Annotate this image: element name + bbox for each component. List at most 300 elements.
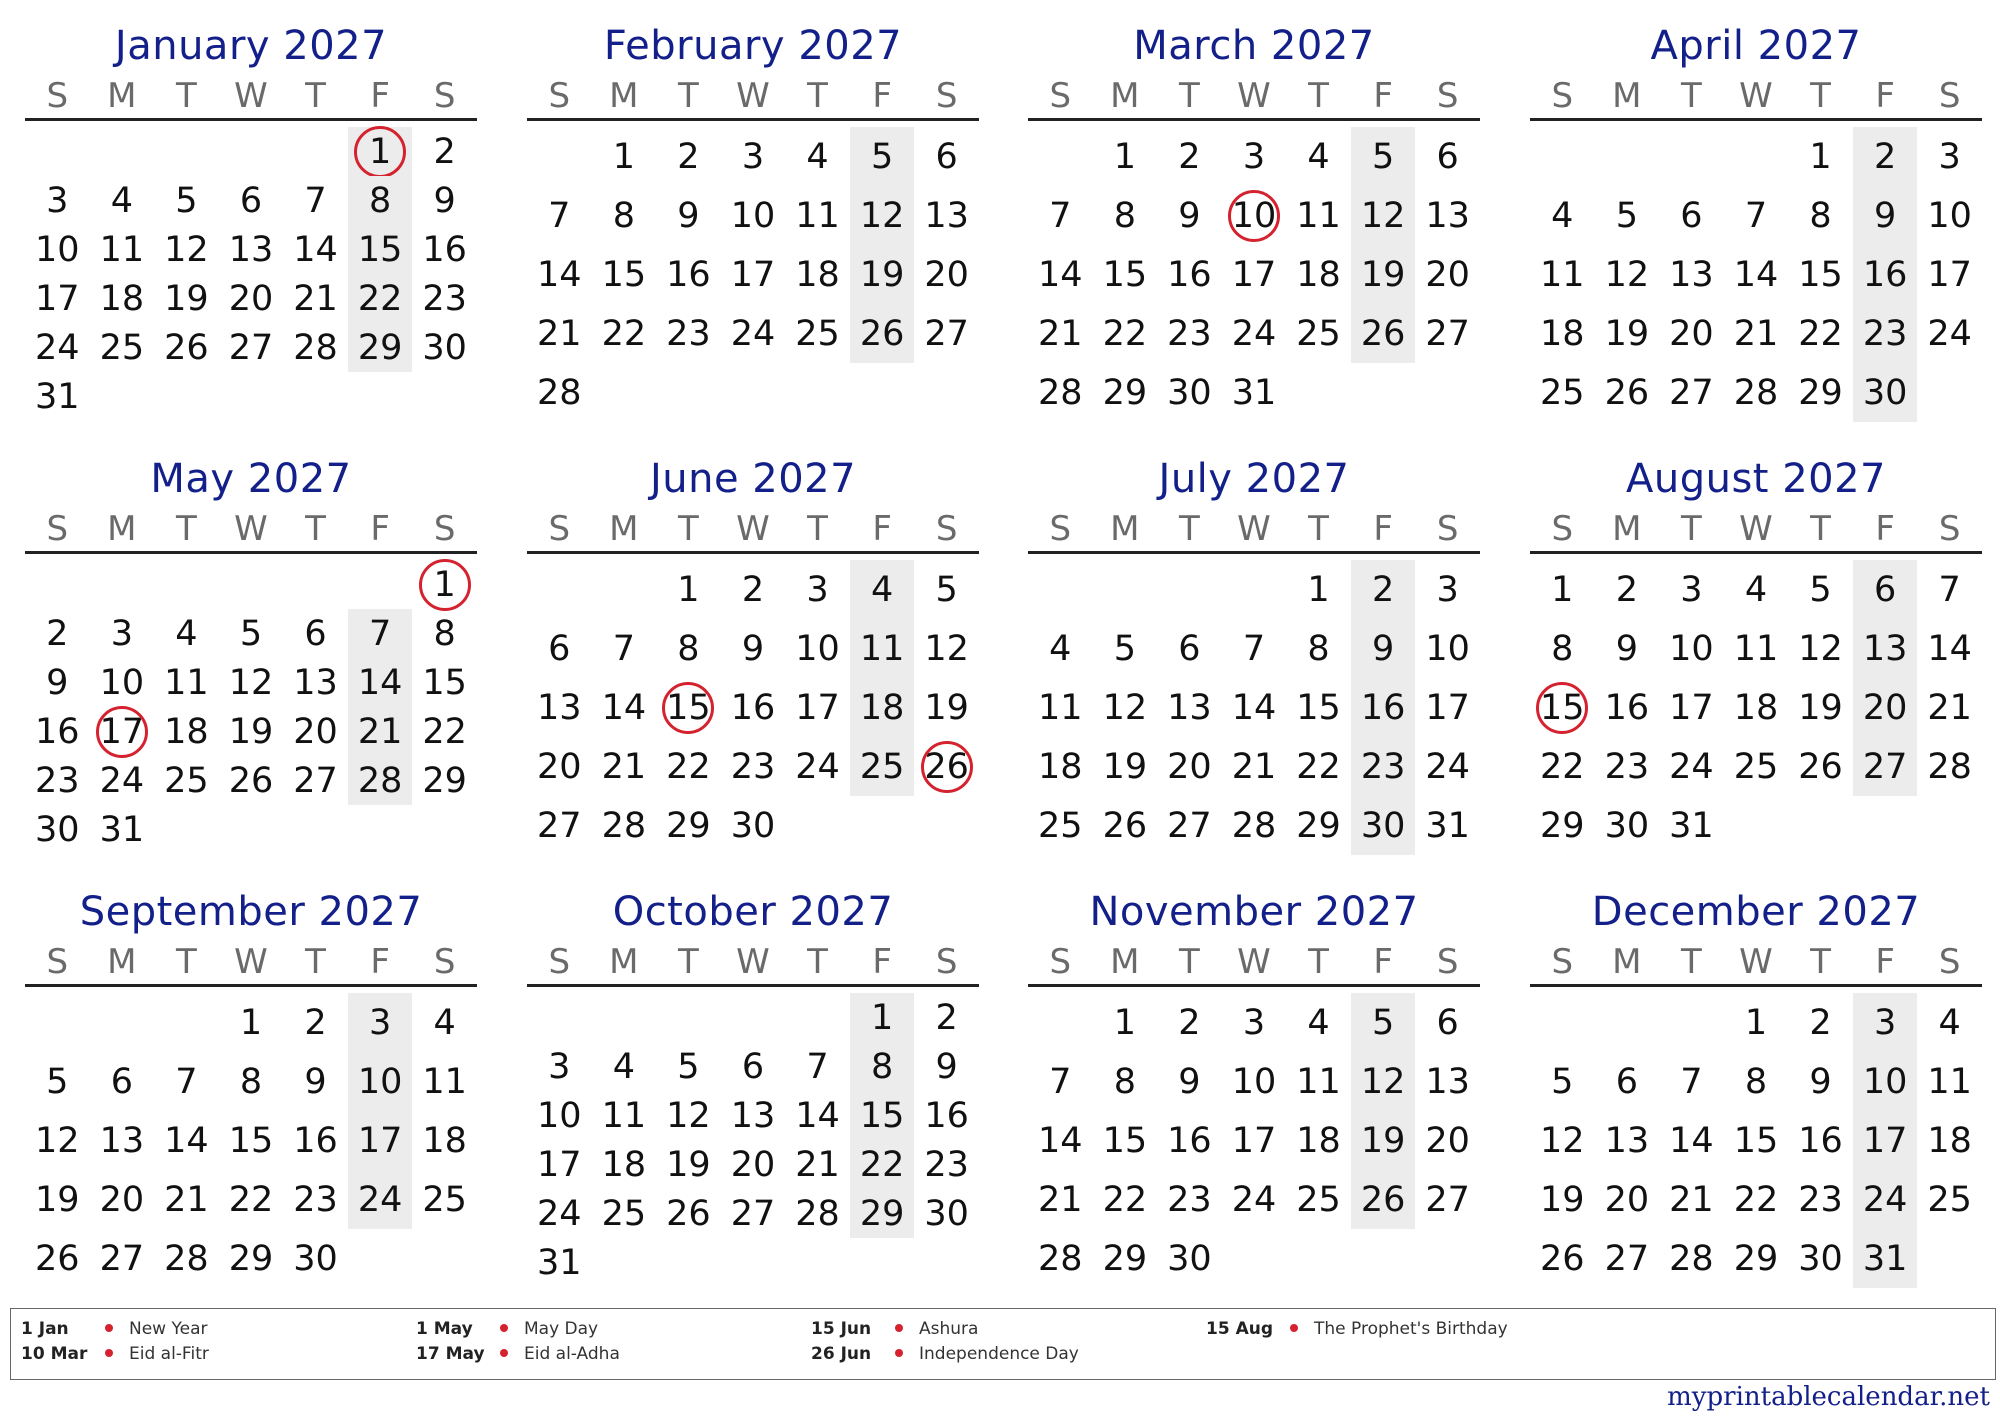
day-cell: 13 — [924, 195, 969, 236]
empty-day-cell — [592, 363, 657, 422]
holiday-day-cell: 1 — [348, 127, 413, 176]
day-cell: 3 — [1853, 993, 1918, 1052]
day-cell: 3 — [548, 1046, 571, 1087]
weekday-label: T — [1810, 509, 1831, 549]
day-cell: 7 — [1242, 628, 1266, 669]
weekday-label: W — [736, 76, 770, 116]
weekday-label: S — [46, 509, 69, 549]
day-cell: 30 — [422, 327, 467, 368]
day-cell: 11 — [1296, 1061, 1341, 1102]
legend-entry — [1206, 1317, 1508, 1342]
day-cell: 10 — [35, 229, 80, 270]
day-cell: 25 — [1733, 746, 1779, 787]
weekday-label: T — [678, 942, 699, 982]
day-cell: 4 — [612, 1046, 635, 1087]
day-cell: 13 — [1853, 619, 1918, 678]
weekday-header — [25, 507, 477, 551]
day-cell: 27 — [228, 327, 274, 368]
day-cell: 18 — [99, 278, 145, 319]
empty-day-cell — [219, 805, 284, 854]
day-cell: 28 — [1733, 372, 1779, 413]
empty-day-cell — [412, 372, 477, 421]
day-cell: 23 — [1167, 313, 1212, 354]
day-cell: 5 — [1351, 993, 1416, 1052]
day-cell: 10 — [1425, 628, 1470, 669]
day-cell: 24 — [1231, 313, 1277, 354]
day-cell: 13 — [99, 1120, 145, 1161]
day-cell: 16 — [35, 711, 80, 752]
header-rule — [25, 118, 477, 121]
empty-day-cell — [25, 127, 90, 176]
day-cell: 22 — [1540, 746, 1585, 787]
day-cell: 10 — [730, 195, 776, 236]
day-cell: 16 — [1167, 254, 1212, 295]
day-cell: 6 — [239, 180, 263, 221]
month-april — [1530, 18, 1982, 422]
day-cell: 2 — [1853, 127, 1918, 186]
day-cell: 18 — [1540, 313, 1585, 354]
day-cell: 4 — [1307, 1002, 1330, 1043]
day-cell: 24 — [99, 760, 145, 801]
day-cell: 3 — [1938, 136, 1961, 177]
empty-day-cell — [1917, 1229, 1982, 1288]
empty-day-cell — [1595, 127, 1660, 186]
day-cell: 4 — [1049, 628, 1072, 669]
day-cell: 7 — [1680, 1061, 1703, 1102]
weekday-label: T — [1308, 76, 1329, 116]
day-cell: 14 — [293, 229, 338, 270]
day-cell: 3 — [1242, 136, 1266, 177]
day-cell: 15 — [1296, 687, 1341, 728]
day-cell: 11 — [1927, 1061, 1972, 1102]
empty-day-cell — [25, 560, 90, 609]
day-cell: 20 — [1853, 678, 1918, 737]
day-cell: 28 — [164, 1238, 209, 1279]
day-cell: 9 — [741, 628, 765, 669]
day-cell: 11 — [1296, 195, 1341, 236]
day-cell: 12 — [1604, 254, 1650, 295]
day-cell: 21 — [601, 746, 647, 787]
month-september — [25, 884, 477, 1288]
day-cell: 7 — [175, 1061, 198, 1102]
day-cell: 10 — [348, 1052, 413, 1111]
day-cell: 5 — [46, 1061, 69, 1102]
day-cell: 16 — [1604, 687, 1650, 728]
day-cell: 16 — [1167, 1120, 1212, 1161]
day-cell: 19 — [1351, 1111, 1416, 1170]
holiday-dot-icon — [500, 1349, 508, 1357]
weekday-label: S — [1436, 509, 1459, 549]
day-cell: 28 — [795, 1193, 840, 1234]
day-cell: 10 — [1231, 1061, 1277, 1102]
weekday-header — [1530, 74, 1982, 118]
day-cell: 29 — [1296, 805, 1341, 846]
day-cell: 10 — [537, 1095, 582, 1136]
day-cell: 20 — [1425, 254, 1470, 295]
empty-day-cell — [850, 796, 915, 855]
day-cell: 25 — [422, 1179, 467, 1220]
day-cell: 11 — [601, 1095, 647, 1136]
day-cell: 4 — [1307, 136, 1330, 177]
day-cell: 9 — [1853, 186, 1918, 245]
day-cell: 17 — [1231, 254, 1277, 295]
day-cell: 9 — [935, 1046, 958, 1087]
header-rule — [25, 984, 477, 987]
site-watermark-link[interactable]: myprintablecalendar.net — [1667, 1382, 1990, 1412]
day-cell: 23 — [1167, 1179, 1212, 1220]
day-cell: 3 — [46, 180, 69, 221]
day-cell: 8 — [1307, 628, 1330, 669]
month-title: December 2027 — [1591, 889, 1921, 935]
day-cell: 15 — [850, 1091, 915, 1140]
day-cell: 24 — [348, 1170, 413, 1229]
weekday-label: W — [1237, 942, 1271, 982]
weekday-label: T — [1179, 76, 1200, 116]
day-cell: 4 — [110, 180, 133, 221]
day-cell: 20 — [924, 254, 969, 295]
day-cell: 9 — [1809, 1061, 1832, 1102]
day-cell: 11 — [422, 1061, 467, 1102]
day-cell: 13 — [1425, 195, 1470, 236]
day-cell: 26 — [666, 1193, 711, 1234]
day-cell: 6 — [304, 613, 327, 654]
day-cell: 18 — [1296, 1120, 1341, 1161]
day-cell: 24 — [1927, 313, 1972, 354]
empty-day-cell — [154, 372, 219, 421]
month-title: January 2027 — [114, 23, 388, 69]
empty-day-cell — [1351, 363, 1416, 422]
day-cell: 18 — [1927, 1120, 1972, 1161]
day-cell: 28 — [293, 327, 338, 368]
day-cell: 31 — [35, 376, 80, 417]
day-cell: 1 — [612, 136, 635, 177]
month-november — [1028, 884, 1480, 1288]
day-cell: 9 — [433, 180, 456, 221]
day-cell: 20 — [1669, 313, 1714, 354]
legend-date: 17 May — [416, 1344, 485, 1364]
empty-day-cell — [154, 805, 219, 854]
day-cell: 18 — [164, 711, 209, 752]
day-cell: 21 — [1733, 313, 1779, 354]
weekday-label: W — [234, 509, 268, 549]
weekday-label: S — [1049, 76, 1072, 116]
day-cell: 18 — [850, 678, 915, 737]
day-cell: 1 — [1113, 1002, 1136, 1043]
day-cell: 25 — [850, 737, 915, 796]
day-cell: 14 — [164, 1120, 209, 1161]
day-cell: 15 — [1733, 1120, 1779, 1161]
holiday-dot-icon — [105, 1349, 113, 1357]
day-cell: 7 — [806, 1046, 829, 1087]
day-grid — [1028, 993, 1480, 1288]
month-title: October 2027 — [612, 889, 894, 935]
legend-holiday-name: New Year — [129, 1319, 208, 1339]
day-cell: 29 — [1102, 372, 1148, 413]
weekday-label: M — [1612, 509, 1642, 549]
day-cell: 25 — [1927, 1179, 1972, 1220]
weekday-label: F — [370, 76, 390, 116]
day-cell: 24 — [537, 1193, 582, 1234]
empty-day-cell — [527, 127, 592, 186]
day-cell: 16 — [666, 254, 711, 295]
month-title: July 2027 — [1158, 456, 1350, 502]
empty-day-cell — [348, 560, 413, 609]
day-cell: 16 — [1798, 1120, 1843, 1161]
weekday-label: F — [872, 509, 892, 549]
day-cell: 28 — [537, 372, 582, 413]
day-cell: 12 — [1798, 628, 1843, 669]
weekday-label: S — [1049, 509, 1072, 549]
day-cell: 23 — [730, 746, 776, 787]
day-cell: 6 — [1178, 628, 1201, 669]
day-cell: 7 — [1049, 195, 1072, 236]
day-grid — [1028, 560, 1480, 855]
month-july — [1028, 451, 1480, 855]
day-cell: 7 — [548, 195, 571, 236]
day-cell: 17 — [795, 687, 840, 728]
empty-day-cell — [1724, 127, 1789, 186]
day-cell: 2 — [433, 131, 456, 172]
weekday-label: F — [1373, 509, 1393, 549]
weekday-label: M — [1612, 76, 1642, 116]
month-title: August 2027 — [1626, 456, 1886, 502]
day-cell: 13 — [293, 662, 338, 703]
day-cell: 24 — [1231, 1179, 1277, 1220]
day-cell: 13 — [537, 687, 582, 728]
day-cell: 6 — [548, 628, 571, 669]
holiday-legend — [10, 1308, 1996, 1380]
day-cell: 28 — [1038, 1238, 1083, 1279]
day-cell: 5 — [239, 613, 263, 654]
day-grid — [527, 560, 979, 855]
weekday-label: M — [107, 76, 137, 116]
day-cell: 30 — [35, 809, 80, 850]
weekday-label: T — [678, 509, 699, 549]
weekday-header — [1530, 940, 1982, 984]
day-cell: 2 — [1809, 1002, 1832, 1043]
weekday-label: T — [1308, 509, 1329, 549]
day-cell: 30 — [1167, 1238, 1212, 1279]
day-cell: 5 — [1113, 628, 1136, 669]
day-cell: 30 — [1798, 1238, 1843, 1279]
day-cell: 3 — [741, 136, 765, 177]
day-cell: 19 — [1604, 313, 1650, 354]
day-cell: 11 — [795, 195, 840, 236]
day-cell: 29 — [1798, 372, 1843, 413]
day-cell: 1 — [1744, 1002, 1768, 1043]
day-cell: 29 — [1540, 805, 1585, 846]
weekday-label: S — [1551, 942, 1574, 982]
day-cell: 30 — [293, 1238, 338, 1279]
day-cell: 14 — [537, 254, 582, 295]
weekday-label: T — [176, 509, 197, 549]
day-cell: 27 — [1425, 313, 1470, 354]
holiday-day-cell: 15 — [1530, 678, 1595, 737]
header-rule — [1530, 551, 1982, 554]
day-cell: 28 — [1231, 805, 1277, 846]
day-cell: 8 — [850, 1042, 915, 1091]
day-cell: 10 — [1669, 628, 1714, 669]
day-cell: 8 — [677, 628, 700, 669]
day-cell: 5 — [1615, 195, 1638, 236]
legend-entry — [811, 1317, 1079, 1342]
day-cell: 14 — [1038, 1120, 1083, 1161]
empty-day-cell — [850, 363, 915, 422]
month-october — [527, 884, 979, 1287]
empty-day-cell — [348, 1229, 413, 1288]
day-cell: 25 — [1038, 805, 1083, 846]
weekday-label: F — [370, 942, 390, 982]
day-cell: 25 — [1296, 313, 1341, 354]
day-cell: 6 — [1436, 136, 1459, 177]
day-cell: 24 — [1669, 746, 1714, 787]
day-cell: 7 — [1744, 195, 1768, 236]
weekday-label: T — [678, 76, 699, 116]
empty-day-cell — [721, 1238, 786, 1287]
day-cell: 24 — [730, 313, 776, 354]
weekday-label: T — [305, 76, 326, 116]
day-cell: 30 — [1853, 363, 1918, 422]
day-cell: 31 — [99, 809, 145, 850]
month-title: March 2027 — [1133, 23, 1375, 69]
legend-holiday-name: May Day — [524, 1319, 599, 1339]
day-cell: 5 — [175, 180, 198, 221]
empty-day-cell — [1530, 127, 1595, 186]
day-cell: 6 — [1615, 1061, 1638, 1102]
day-cell: 27 — [1853, 737, 1918, 796]
day-cell: 12 — [164, 229, 209, 270]
weekday-label: S — [46, 76, 69, 116]
day-cell: 21 — [537, 313, 582, 354]
day-cell: 1 — [677, 569, 700, 610]
day-cell: 4 — [175, 613, 198, 654]
day-cell: 17 — [537, 1144, 582, 1185]
day-cell: 29 — [422, 760, 467, 801]
weekday-label: T — [807, 76, 828, 116]
month-january — [25, 18, 477, 421]
empty-day-cell — [592, 560, 657, 619]
day-cell: 8 — [1744, 1061, 1768, 1102]
month-march — [1028, 18, 1480, 422]
day-cell: 27 — [1669, 372, 1714, 413]
day-cell: 19 — [924, 687, 969, 728]
weekday-label: T — [1308, 942, 1329, 982]
header-rule — [1530, 984, 1982, 987]
day-cell: 3 — [110, 613, 133, 654]
day-cell: 28 — [1927, 746, 1972, 787]
day-cell: 30 — [1167, 372, 1212, 413]
weekday-label: S — [1938, 76, 1961, 116]
empty-day-cell — [412, 1229, 477, 1288]
day-cell: 12 — [924, 628, 969, 669]
empty-day-cell — [90, 127, 155, 176]
day-cell: 20 — [1604, 1179, 1650, 1220]
day-cell: 2 — [304, 1002, 327, 1043]
day-cell: 27 — [537, 805, 582, 846]
empty-day-cell — [914, 363, 979, 422]
empty-day-cell — [90, 560, 155, 609]
holiday-dot-icon — [1290, 1324, 1298, 1332]
weekday-label: T — [1681, 509, 1702, 549]
weekday-label: S — [548, 509, 571, 549]
day-cell: 21 — [1669, 1179, 1714, 1220]
weekday-label: M — [609, 509, 639, 549]
day-cell: 29 — [1102, 1238, 1148, 1279]
day-cell: 1 — [850, 993, 915, 1042]
day-grid — [527, 993, 979, 1287]
day-cell: 12 — [666, 1095, 711, 1136]
weekday-label: M — [1110, 509, 1140, 549]
weekday-label: W — [1237, 76, 1271, 116]
legend-date: 15 Jun — [811, 1319, 872, 1339]
day-cell: 13 — [1167, 687, 1212, 728]
day-cell: 8 — [1113, 1061, 1136, 1102]
legend-date: 15 Aug — [1206, 1319, 1274, 1339]
weekday-label: S — [1938, 942, 1961, 982]
legend-holiday-name: Eid al-Fitr — [129, 1344, 209, 1364]
weekday-label: F — [1875, 942, 1895, 982]
empty-day-cell — [1157, 560, 1222, 619]
weekday-label: T — [1681, 76, 1702, 116]
empty-day-cell — [90, 993, 155, 1052]
weekday-label: S — [935, 509, 958, 549]
legend-entry — [811, 1342, 1079, 1367]
day-cell: 2 — [935, 997, 958, 1038]
legend-column — [1206, 1317, 1508, 1342]
month-may — [25, 451, 477, 854]
day-cell: 17 — [730, 254, 776, 295]
empty-day-cell — [914, 1238, 979, 1287]
day-cell: 12 — [1540, 1120, 1585, 1161]
legend-holiday-name: Ashura — [919, 1319, 979, 1339]
weekday-label: M — [107, 942, 137, 982]
header-rule — [527, 984, 979, 987]
day-cell: 30 — [730, 805, 776, 846]
day-cell: 11 — [1733, 628, 1779, 669]
day-cell: 21 — [293, 278, 338, 319]
day-cell: 14 — [1038, 254, 1083, 295]
weekday-label: S — [548, 942, 571, 982]
day-cell: 20 — [228, 278, 274, 319]
empty-day-cell — [283, 560, 348, 609]
day-cell: 10 — [795, 628, 840, 669]
holiday-day-cell: 15 — [656, 678, 721, 737]
day-cell: 9 — [677, 195, 700, 236]
day-cell: 22 — [1296, 746, 1341, 787]
day-cell: 8 — [348, 176, 413, 225]
day-cell: 12 — [850, 186, 915, 245]
legend-entry — [416, 1342, 620, 1367]
day-cell: 8 — [1809, 195, 1832, 236]
day-cell: 10 — [1927, 195, 1972, 236]
day-cell: 26 — [1798, 746, 1843, 787]
day-cell: 21 — [1927, 687, 1972, 728]
weekday-label: S — [1049, 942, 1072, 982]
weekday-label: W — [234, 76, 268, 116]
weekday-label: T — [1810, 942, 1831, 982]
day-cell: 28 — [601, 805, 647, 846]
day-cell: 15 — [1102, 1120, 1148, 1161]
day-grid — [1530, 993, 1982, 1288]
empty-day-cell — [1222, 560, 1287, 619]
day-cell: 8 — [1113, 195, 1136, 236]
day-cell: 18 — [1733, 687, 1779, 728]
weekday-label: F — [370, 509, 390, 549]
day-cell: 25 — [1296, 1179, 1341, 1220]
day-cell: 22 — [1102, 313, 1148, 354]
weekday-label: S — [1551, 76, 1574, 116]
day-cell: 19 — [850, 245, 915, 304]
